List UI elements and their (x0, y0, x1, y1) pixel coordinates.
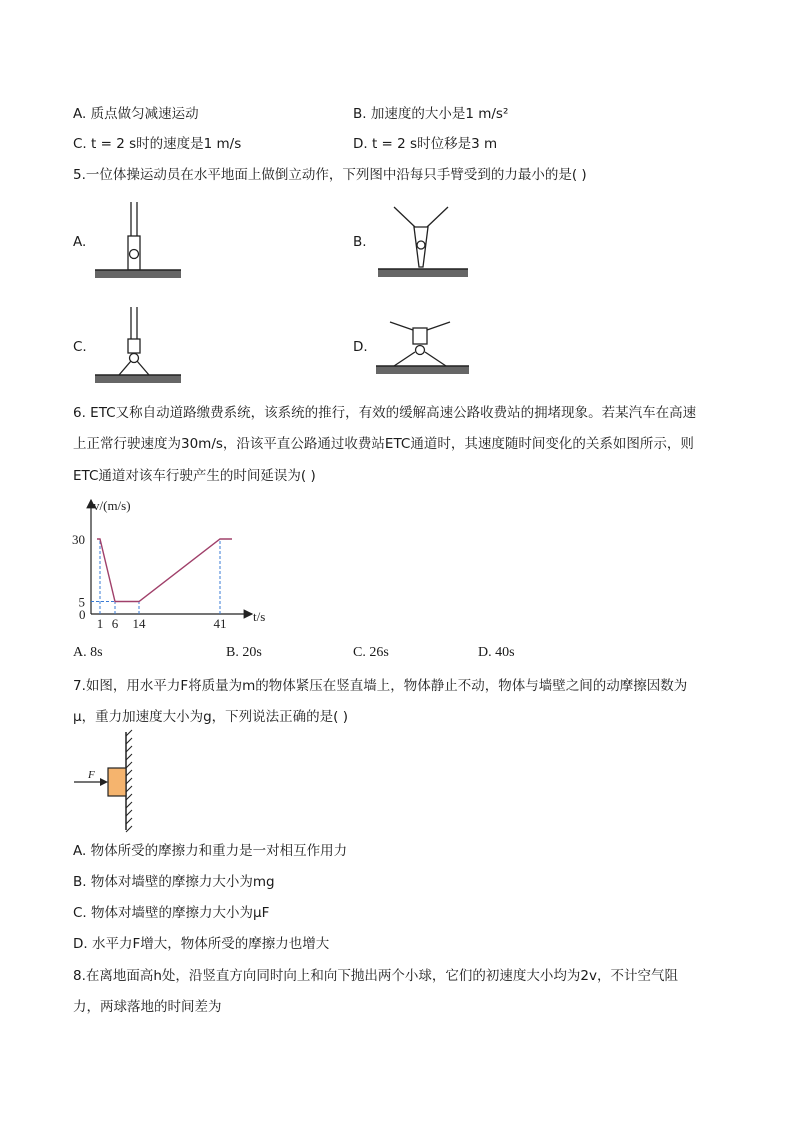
x-tick-label: 14 (132, 616, 146, 631)
q5-label-a: A. (73, 234, 87, 250)
q8-stem-line1: 8.在离地面高h处，沿竖直方向同时向上和向下抛出两个小球，它们的初速度大小均为2v，不计空气阻 (73, 968, 679, 984)
q6-option-b: B. 20s (226, 645, 262, 660)
q7-figure (70, 730, 150, 835)
q4-option-a: A. 质点做匀减速运动 (73, 106, 199, 122)
q6-option-c: C. 26s (353, 645, 389, 660)
x-axis-label: t/s (253, 609, 266, 624)
q6-option-a: A. 8s (73, 645, 103, 660)
velocity-line (97, 539, 232, 602)
q5-label-c: C. (73, 339, 87, 355)
q7-force-label: F (88, 769, 95, 781)
q4-option-d: D. t = 2 s时位移是3 m (353, 136, 498, 152)
y-axis-label: v/(m/s) (93, 498, 131, 513)
q6-stem-line3: ETC通道对该车行驶产生的时间延误为( ) (73, 468, 316, 484)
y-tick-label: 30 (72, 532, 85, 547)
q4-option-b: B. 加速度的大小是1 m/s² (353, 106, 509, 122)
x-tick-label: 41 (213, 616, 227, 631)
q8-stem-line2: 力，两球落地的时间差为 (73, 999, 222, 1015)
q7-stem-line2: μ，重力加速度大小为g，下列说法正确的是( ) (73, 709, 348, 725)
x-tick-label: 0 (79, 607, 86, 622)
q7-option-a: A. 物体所受的摩擦力和重力是一对相互作用力 (73, 843, 348, 859)
q6-option-d: D. 40s (478, 645, 515, 660)
x-tick-label: 1 (96, 616, 104, 631)
q5-label-b: B. (353, 234, 367, 250)
q6-stem-line1: 6. ETC又称自动道路缴费系统，该系统的推行，有效的缓解高速公路收费站的拥堵现象。若某汽车在高速 (73, 405, 697, 421)
y-tick-label: 5 (78, 594, 85, 610)
q7-option-c: C. 物体对墙壁的摩擦力大小为μF (73, 905, 270, 921)
q7-option-b: B. 物体对墙壁的摩擦力大小为mg (73, 874, 275, 890)
x-tick-label: 6 (111, 616, 119, 631)
q7-stem-line1: 7.如图，用水平力F将质量为m的物体紧压在竖直墙上，物体静止不动，物体与墙壁之间的动摩擦因数为 (73, 678, 688, 694)
q5-label-d: D. (353, 339, 368, 355)
q7-option-d: D. 水平力F增大，物体所受的摩擦力也增大 (73, 936, 330, 952)
q7-block (108, 768, 126, 796)
q5-stem: 5.一位体操运动员在水平地面上做倒立动作，下列图中沿每只手臂受到的力最小的是( ) (73, 167, 587, 183)
q6-stem-line2: 上正常行驶速度为30m/s，沿该平直公路通过收费站ETC通道时，其速度随时间变化的关系如图所示，则 (73, 436, 694, 452)
q4-option-c: C. t = 2 s时的速度是1 m/s (73, 136, 242, 152)
